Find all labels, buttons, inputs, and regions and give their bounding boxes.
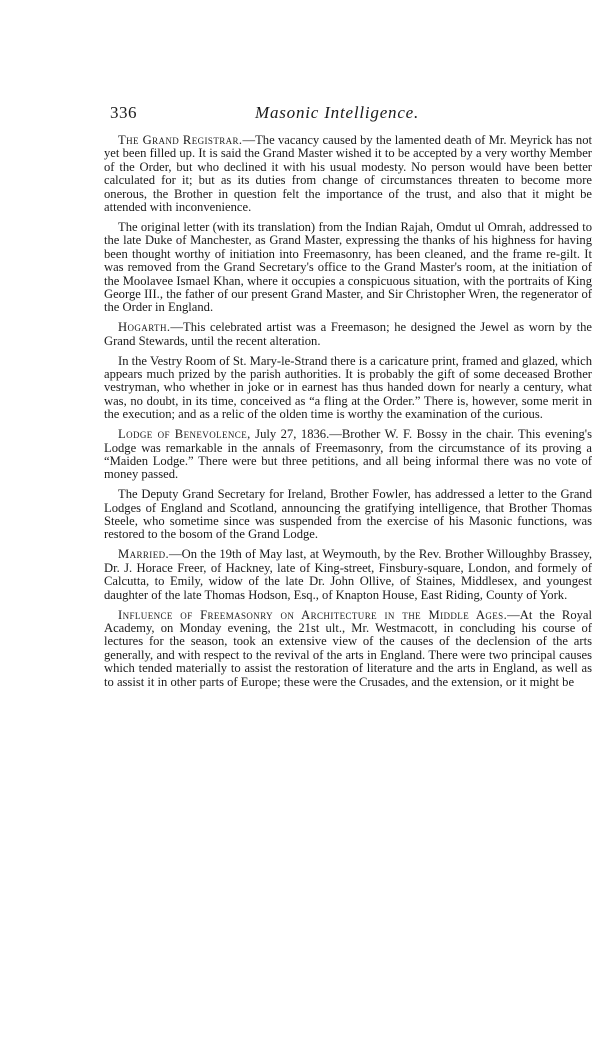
paragraph-text: In the Vestry Room of St. Mary-le-Strand there is a caricature print, framed and glazed, which appears much prized by the parish authorities. It is probably the gift of some deceased Brother vestryman, who whether in joke or in earnest has thus handed down for nearly a century, what was, no doubt, in its time, conceived as “a fling at the Order.” There is, however, some merit in the execution; and as a relic of the olden time is worthy the examination of the curious. xyxy=(104,353,592,422)
paragraph-lead: Influence of Freemasonry on Architecture in the Middle Ages. xyxy=(118,607,508,622)
article-body xyxy=(104,134,592,695)
paragraph-hogarth xyxy=(104,321,592,348)
paragraph-married xyxy=(104,548,592,602)
paragraph-text: —This celebrated artist was a Freemason; he designed the Jewel as worn by the Grand Stewards, until the recent alteration. xyxy=(104,320,592,348)
paragraph-lead: Hogarth. xyxy=(118,320,171,335)
page-header xyxy=(110,103,510,127)
paragraph-text: July 27, 1836.—Brother W. F. Bossy in the chair. This evening's Lodge was remarkable in the annals of Freemasonry, from the circumstance of its proving a “Maiden Lodge.” There were but three petitions, and all being informal there was no vote of money passed. xyxy=(104,427,592,482)
paragraph-text: —On the 19th of May last, at Weymouth, by the Rev. Brother Willoughby Brassey, Dr. J. Horace Freer, of Hackney, late of King-street, Finsbury-square, London, and formely of Calcutta, to Emily, widow of the late Dr. John Ollive, of Staines, Middlesex, and youngest daughter of the late Thomas Hodson, Esq., of Knapton House, East Riding, County of York. xyxy=(104,547,592,602)
paragraph-lead: The Grand Registrar. xyxy=(118,133,243,147)
paragraph-text: —At the Royal Academy, on Monday evening, the 21st ult., Mr. Westmacott, in concluding his course of lectures for the season, took an extensive view of the causes of the declension of the arts generally, and with respect to the revival of the arts in England. There were two principal causes which tended materially to assist the restoration of literature and the arts in England, as well as to assist it in other parts of Europe; these were the Crusades, and the extension, or it might be xyxy=(104,607,592,689)
paragraph-lodge-of-benevolence xyxy=(104,428,592,482)
paragraph-influence-of-freemasonry xyxy=(104,609,592,689)
paragraph-text: The Deputy Grand Secretary for Ireland, Brother Fowler, has addressed a letter to the Grand Lodges of England and Scotland, announcing the gratifying intelligence, that Brother Thomas Steele, who sometime since was suspended from the exercise of his Masonic functions, was restored to the bosom of the Grand Lodge. xyxy=(104,487,592,542)
paragraph-deputy-grand-secretary xyxy=(104,488,592,542)
paragraph-text: —The vacancy caused by the lamented death of Mr. Meyrick has not yet been filled up. It is said the Grand Master wished it to be accepted by a very worthy Member of the Order, but who declined it with his usual modesty. No person would have been better calculated for it; but as its duties from change of circumstances threaten to become more onerous, the Brother in question felt the importance of the trust, and also that it might be attended with inconvenience. xyxy=(104,133,592,215)
paragraph-lead: Lodge of Benevolence, xyxy=(118,427,251,442)
page-number: 336 xyxy=(110,103,137,122)
paragraph-text: The original letter (with its translation) from the Indian Rajah, Omdut ul Omrah, addressed to the late Duke of Manchester, as Grand Master, expressing the thanks of his highness for having been thought worthy of initiation into Freemasonry, has been cleaned, and the frame re-gilt. It was removed from the Grand Secretary's office to the Grand Master's room, at the initiation of the Moolavee Ismael Khan, where it occupies a conspicuous situation, with the portraits of King George III., the father of our present Grand Master, and Sir Christopher Wren, the regenerator of the Order in England. xyxy=(104,219,592,315)
paragraph-grand-registrar xyxy=(104,134,592,214)
paragraph-indian-rajah-letter xyxy=(104,221,592,315)
paragraph-vestry-room xyxy=(104,355,592,422)
paragraph-lead: Married. xyxy=(118,547,170,562)
running-head: Masonic Intelligence. xyxy=(255,103,420,122)
